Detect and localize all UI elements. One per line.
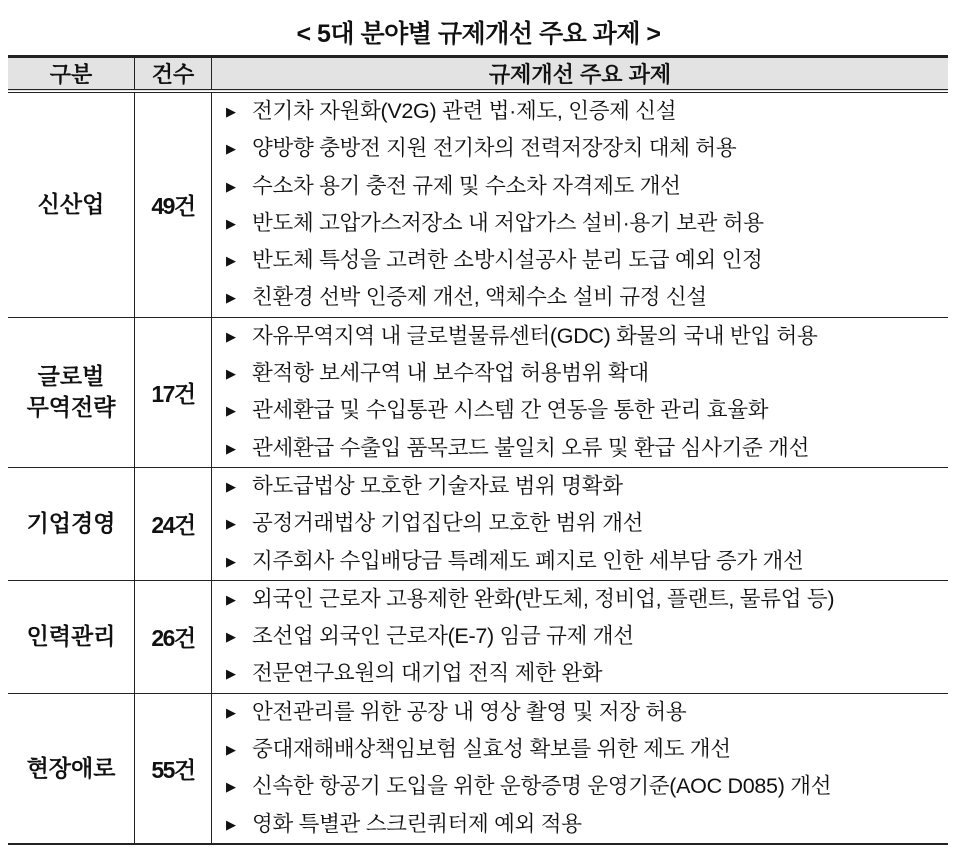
task-item [226,318,948,355]
category-cell [8,91,135,317]
task-item [226,279,948,316]
bullet-triangle-icon: ▶ [226,328,236,344]
count-cell: 17건 [135,317,212,467]
task-item [226,694,948,731]
task-text: 외국인 근로자 고용제한 완화(반도체, 정비업, 플랜트, 물류업 등) [252,586,835,611]
tasks-cell [212,693,949,844]
task-text: 반도체 고압가스저장소 내 저압가스 설비·용기 보관 허용 [252,210,764,235]
bullet-triangle-icon: ▶ [226,629,236,645]
bullet-triangle-icon: ▶ [226,403,236,419]
header-count: 건수 [135,57,212,92]
table-row [8,693,948,844]
bullet-triangle-icon: ▶ [226,253,236,269]
table-row [8,467,948,580]
document-title: < 5대 분야별 규제개선 주요 과제 > [296,20,661,48]
table-header-row [8,57,948,92]
task-item [226,355,948,392]
category-label: 글로벌 [37,363,105,390]
category-label: 무역전략 [26,394,116,421]
bullet-triangle-icon: ▶ [226,742,236,758]
bullet-triangle-icon: ▶ [226,478,236,494]
task-text: 조선업 외국인 근로자(E-7) 임금 규제 개선 [252,624,634,649]
tasks-cell [212,91,949,317]
bullet-triangle-icon: ▶ [226,516,236,532]
task-text: 양방향 충방전 지원 전기차의 전력저장장치 대체 허용 [252,136,737,161]
task-text: 관세환급 수출입 품목코드 불일치 오류 및 환급 심사기준 개선 [252,435,810,460]
task-text: 중대재해배상책임보험 실효성 확보를 위한 제도 개선 [252,737,731,762]
bullet-triangle-icon: ▶ [226,178,236,194]
task-item [226,655,948,692]
task-text: 친환경 선박 인증제 개선, 액체수소 설비 규정 신설 [252,285,707,310]
task-item [226,468,948,505]
task-text: 반도체 특성을 고려한 소방시설공사 분리 도급 예외 인정 [252,248,763,273]
category-label: 신산업 [37,191,105,218]
task-text: 신속한 항공기 도입을 위한 운항증명 운영기준(AOC D085) 개선 [252,774,832,799]
task-item [226,392,948,429]
task-item [226,130,948,167]
task-text: 지주회사 수입배당금 특례제도 폐지로 인한 세부담 증가 개선 [252,548,804,573]
count-cell: 24건 [135,467,212,580]
category-label: 기업경영 [26,510,116,537]
task-item [226,731,948,768]
table-row [8,317,948,467]
bullet-triangle-icon: ▶ [226,704,236,720]
task-item [226,581,948,618]
task-text: 하도급법상 모호한 기술자료 범위 명확화 [252,473,623,498]
bullet-triangle-icon: ▶ [226,366,236,382]
task-item [226,505,948,542]
bullet-triangle-icon: ▶ [226,779,236,795]
task-item [226,205,948,242]
task-text: 환적항 보세구역 내 보수작업 허용범위 확대 [252,361,649,386]
task-item [226,93,948,130]
task-text: 영화 특별관 스크린쿼터제 예외 적용 [252,811,582,836]
header-category: 구분 [8,57,135,92]
category-cell [8,693,135,844]
task-item [226,242,948,279]
task-text: 전문연구요원의 대기업 전직 제한 완화 [252,661,603,686]
task-text: 수소차 용기 충전 규제 및 수소차 자격제도 개선 [252,173,681,198]
bullet-triangle-icon: ▶ [226,215,236,231]
task-item [226,806,948,843]
table-row [8,580,948,693]
task-text: 관세환급 및 수입통관 시스템 간 연동을 통한 관리 효율화 [252,398,769,423]
count-cell: 26건 [135,580,212,693]
task-item [226,768,948,805]
tasks-cell [212,580,949,693]
header-tasks: 규제개선 주요 과제 [212,57,949,92]
bullet-triangle-icon: ▶ [226,440,236,456]
category-cell [8,467,135,580]
category-label: 인력관리 [26,623,116,650]
bullet-triangle-icon: ▶ [226,591,236,607]
task-item [226,543,948,580]
task-text: 전기차 자원화(V2G) 관련 법·제도, 인증제 신설 [252,99,677,123]
category-cell [8,580,135,693]
bullet-triangle-icon: ▶ [226,666,236,682]
task-item [226,430,948,467]
tasks-cell [212,467,949,580]
task-text: 공정거래법상 기업집단의 모호한 범위 개선 [252,511,644,536]
category-label: 현장애로 [26,754,116,781]
bullet-triangle-icon: ▶ [226,816,236,832]
task-item [226,168,948,205]
bullet-triangle-icon: ▶ [226,553,236,569]
task-text: 안전관리를 위한 공장 내 영상 촬영 및 저장 허용 [252,699,687,724]
bullet-triangle-icon: ▶ [226,290,236,306]
tasks-cell [212,317,949,467]
count-cell: 55건 [135,693,212,844]
task-item [226,618,948,655]
task-text: 자유무역지역 내 글로벌물류센터(GDC) 화물의 국내 반입 허용 [252,323,818,348]
table-row [8,91,948,317]
count-cell: 49건 [135,91,212,317]
bullet-triangle-icon: ▶ [226,104,236,119]
regulation-table [8,55,948,845]
bullet-triangle-icon: ▶ [226,141,236,157]
category-cell [8,317,135,467]
